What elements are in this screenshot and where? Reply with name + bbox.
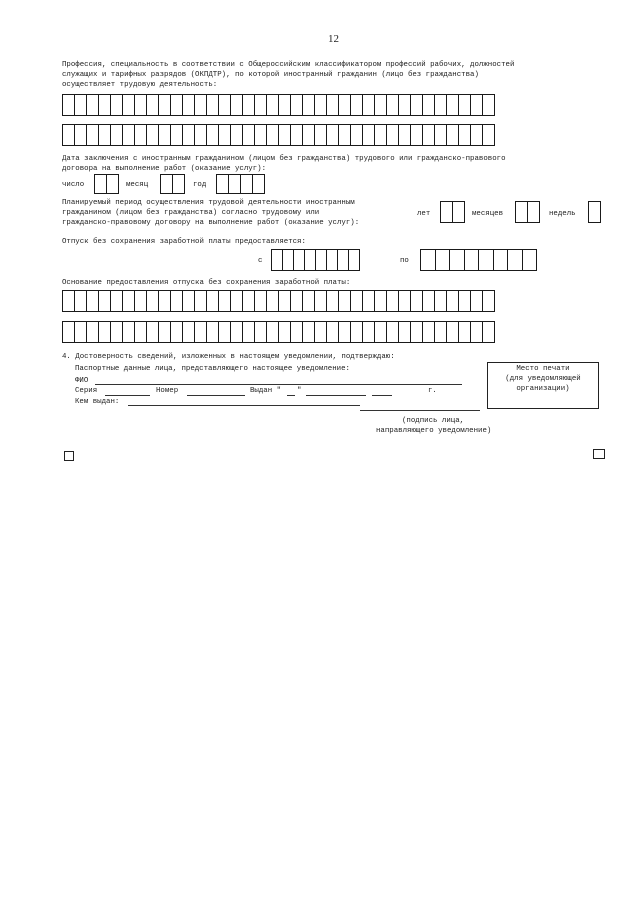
entry-box[interactable]	[172, 174, 185, 194]
stamp-line3: организации)	[516, 385, 570, 393]
entry-box[interactable]	[452, 201, 465, 223]
leave-basis-boxes-row1[interactable]	[62, 290, 495, 312]
period-text-line1: Планируемый период осуществления трудовой деятельности иностранным	[62, 199, 355, 207]
entry-box[interactable]	[464, 249, 480, 271]
entry-box[interactable]	[348, 249, 360, 271]
section4-title: 4. Достоверность сведений, изложенных в настоящем уведомлении, подтверждаю:	[62, 353, 395, 361]
leave-title: Отпуск без сохранения заработной платы предоставляется:	[62, 238, 306, 246]
period-text-line2: гражданином (лицом без гражданства) согласно трудовому или	[62, 209, 320, 217]
fio-field[interactable]	[95, 384, 462, 385]
series-label: Серия	[75, 387, 98, 395]
profession-text-line3: осуществляет трудовую деятельность:	[62, 81, 218, 89]
issued-quote: "	[297, 387, 302, 395]
period-text-line3: гражданско-правовому договору на выполнение работ (оказание услуг):	[62, 219, 360, 227]
weeks-boxes[interactable]	[588, 201, 601, 223]
entry-box[interactable]	[478, 249, 494, 271]
contract-date-text-line1: Дата заключения с иностранным гражданином (лицом без гражданства) трудового или гражданско-правового	[62, 155, 506, 163]
months-boxes[interactable]	[515, 201, 540, 223]
entry-box[interactable]	[522, 249, 538, 271]
entry-box[interactable]	[449, 249, 465, 271]
stamp-line2: (для уведомляющей	[505, 375, 581, 383]
entry-box[interactable]	[493, 249, 509, 271]
leave-to-boxes[interactable]	[420, 249, 537, 271]
issued-day-field[interactable]	[287, 395, 295, 396]
profession-text-line2: служащих и тарифных разрядов (ОКПДТР), по которой иностранный гражданин (лицо без гражданства)	[62, 71, 479, 79]
profession-boxes-row2[interactable]	[62, 124, 495, 146]
fio-label: ФИО	[75, 377, 89, 385]
entry-box[interactable]	[420, 249, 436, 271]
entry-box[interactable]	[435, 249, 451, 271]
leave-basis-title: Основание предоставления отпуска без сохранения заработной платы:	[62, 279, 351, 287]
alignment-mark-right	[593, 449, 605, 459]
entry-box[interactable]	[527, 201, 540, 223]
number-label: Номер	[156, 387, 179, 395]
issued-month-field[interactable]	[306, 395, 366, 396]
signature-caption-line2: направляющего уведомление)	[376, 427, 492, 435]
contract-date-text-line2: договора на выполнение работ (оказание услуг):	[62, 165, 267, 173]
years-boxes[interactable]	[440, 201, 465, 223]
signature-caption-line1: (подпись лица,	[402, 417, 465, 425]
entry-box[interactable]	[588, 201, 601, 223]
alignment-mark-left	[64, 451, 74, 461]
weeks-label: недель	[549, 210, 576, 218]
entry-box[interactable]	[482, 124, 495, 146]
leave-from-label: с	[258, 257, 263, 265]
profession-text-line1: Профессия, специальность в соответствии с Общероссийским классификатором профессий рабочих, должностей	[62, 61, 515, 69]
month-boxes[interactable]	[160, 174, 185, 194]
stamp-line1: Место печати	[516, 365, 570, 373]
entry-box[interactable]	[482, 321, 495, 343]
entry-box[interactable]	[252, 174, 265, 194]
entry-box[interactable]	[482, 290, 495, 312]
month-label: месяц	[126, 181, 149, 189]
series-field[interactable]	[105, 395, 150, 396]
months-label: месяцев	[472, 210, 504, 218]
issued-by-label: Кем выдан:	[75, 398, 120, 406]
year-boxes[interactable]	[216, 174, 265, 194]
issued-label: Выдан "	[250, 387, 282, 395]
entry-box[interactable]	[482, 94, 495, 116]
page-number: 12	[328, 33, 339, 45]
number-field[interactable]	[187, 395, 245, 396]
signature-line[interactable]	[360, 410, 480, 411]
passport-title: Паспортные данные лица, представляющего настоящее уведомление:	[75, 365, 350, 373]
years-label: лет	[417, 210, 431, 218]
entry-box[interactable]	[106, 174, 119, 194]
leave-basis-boxes-row2[interactable]	[62, 321, 495, 343]
leave-to-label: по	[400, 257, 409, 265]
entry-box[interactable]	[507, 249, 523, 271]
leave-from-boxes[interactable]	[271, 249, 360, 271]
day-label: число	[62, 181, 85, 189]
day-boxes[interactable]	[94, 174, 119, 194]
year-suffix: г.	[428, 387, 437, 395]
year-label: год	[193, 181, 207, 189]
profession-boxes-row1[interactable]	[62, 94, 495, 116]
stamp-box	[487, 362, 599, 409]
issued-by-field[interactable]	[128, 405, 360, 406]
issued-year-field[interactable]	[372, 395, 392, 396]
